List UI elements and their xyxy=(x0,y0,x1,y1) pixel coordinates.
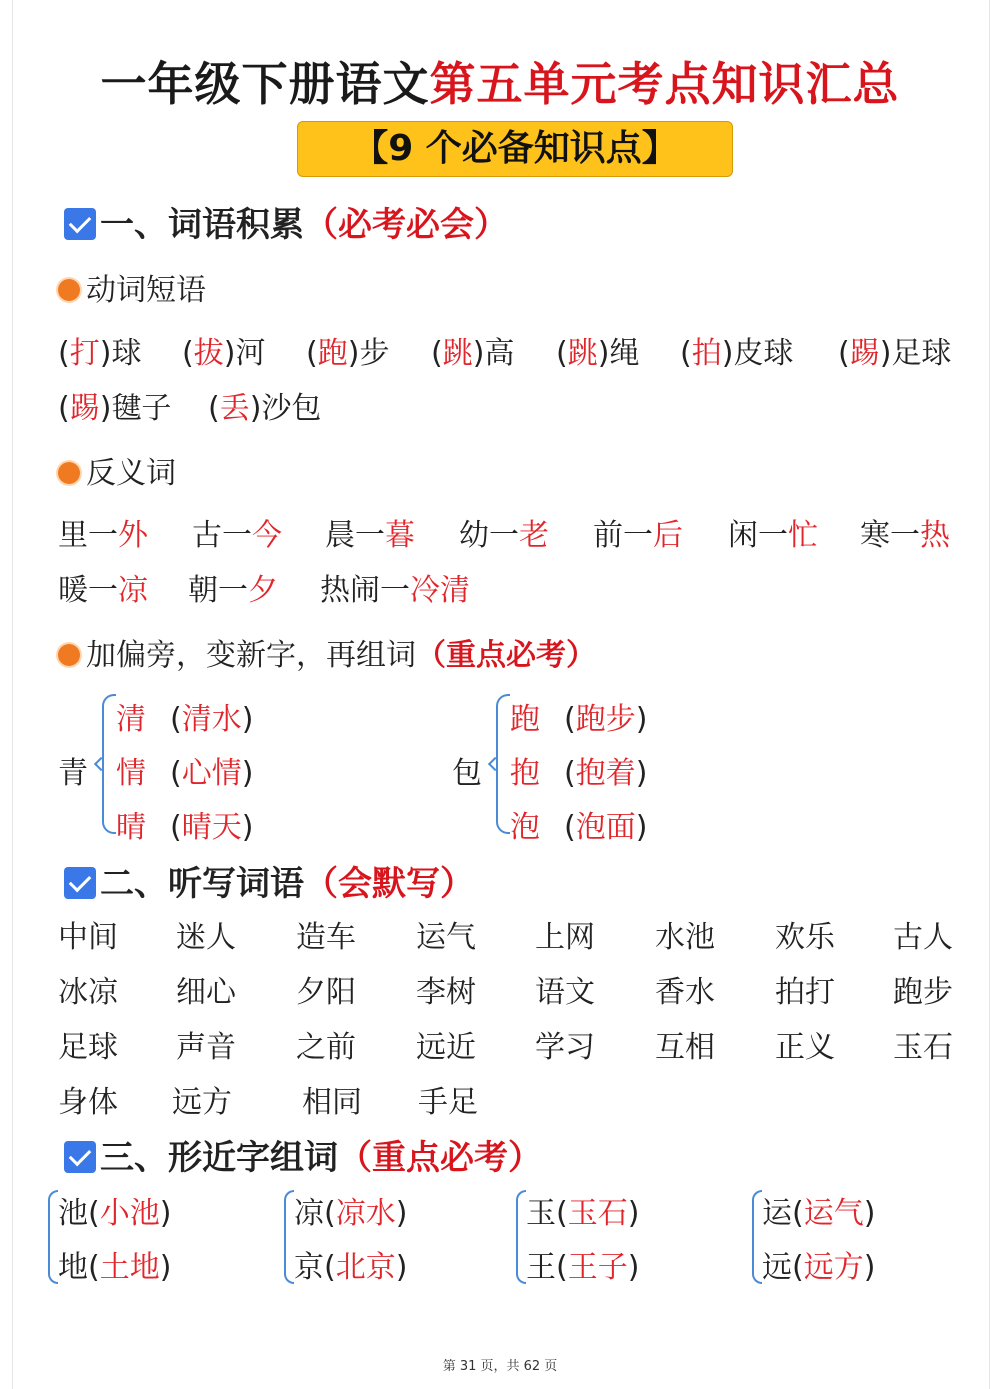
similar-char: 地 xyxy=(58,1250,88,1285)
paren-close: ) xyxy=(241,756,254,791)
antonym-dash: 一 xyxy=(88,518,118,553)
page-footer: 第 31 页，共 62 页 xyxy=(442,1359,558,1374)
antonym-pair xyxy=(192,510,282,554)
bullet-icon xyxy=(58,279,80,301)
paren-open: ( xyxy=(792,1250,804,1285)
antonym-b: 夕 xyxy=(248,573,278,608)
antonym-a: 寒 xyxy=(860,518,890,553)
paren-open: ( xyxy=(556,1196,568,1231)
antonym-pair xyxy=(860,510,950,554)
radicals-tag: （重点必考） xyxy=(416,638,596,673)
verbs-heading xyxy=(58,265,206,309)
verb-char: 拔 xyxy=(193,336,224,371)
antonym-b: 暮 xyxy=(385,518,415,553)
dictation-word: 玉石 xyxy=(893,1030,953,1065)
paren-close: ) xyxy=(635,810,648,845)
paren-open: ( xyxy=(58,391,70,426)
paren-open: ( xyxy=(838,336,850,371)
radical-word-text: 跑步 xyxy=(575,702,636,737)
radical-base: 包 xyxy=(452,756,482,791)
verb-char: 打 xyxy=(69,336,100,371)
verb-object: 步 xyxy=(359,336,390,371)
verb-phrase xyxy=(208,383,321,427)
dictation-word: 迷人 xyxy=(176,920,236,955)
antonym-dash: 一 xyxy=(218,573,248,608)
paren-open: ( xyxy=(556,1250,568,1285)
paren-close: ) xyxy=(721,336,734,371)
dictation-word: 学习 xyxy=(535,1030,595,1065)
antonym-b: 今 xyxy=(252,518,282,553)
paren-close: ) xyxy=(635,702,648,737)
paren-close: ) xyxy=(395,1196,408,1231)
dictation-word: 拍打 xyxy=(775,975,835,1010)
similar-word: 土地 xyxy=(99,1250,160,1285)
radical-word xyxy=(564,694,647,738)
bullet-icon xyxy=(58,644,80,666)
paren-open: ( xyxy=(88,1250,100,1285)
dictation-word: 运气 xyxy=(416,920,476,955)
dictation-word: 上网 xyxy=(535,920,595,955)
antonym-pair xyxy=(320,565,470,609)
verb-char: 踢 xyxy=(849,336,880,371)
similar-item xyxy=(58,1188,171,1232)
antonym-pair xyxy=(459,510,549,554)
similar-char: 玉 xyxy=(526,1196,556,1231)
paren-open: ( xyxy=(324,1250,336,1285)
radicals-label: 加偏旁，变新字，再组词 xyxy=(86,638,416,673)
verb-phrase xyxy=(306,328,389,372)
brace-icon xyxy=(284,1190,294,1284)
section1-label: 一、词语积累 xyxy=(100,205,304,245)
section2-heading xyxy=(64,856,474,905)
verb-char: 丢 xyxy=(219,391,250,426)
dictation-word: 冰凉 xyxy=(58,975,118,1010)
paren-close: ) xyxy=(241,810,254,845)
radical-word-text: 抱着 xyxy=(575,756,636,791)
antonym-pair xyxy=(593,510,683,554)
dictation-word: 互相 xyxy=(655,1030,715,1065)
verb-char: 跳 xyxy=(567,336,598,371)
similar-char: 池 xyxy=(58,1196,88,1231)
section1-heading xyxy=(64,197,508,246)
similar-word: 北京 xyxy=(335,1250,396,1285)
paren-close: ) xyxy=(223,336,236,371)
dictation-word: 中间 xyxy=(58,920,118,955)
paren-close: ) xyxy=(395,1250,408,1285)
radical-char: 晴 xyxy=(116,810,146,845)
paren-open: ( xyxy=(564,702,576,737)
paren-open: ( xyxy=(170,702,182,737)
antonym-a: 热闹 xyxy=(320,573,380,608)
antonym-b: 老 xyxy=(519,518,549,553)
paren-open: ( xyxy=(170,756,182,791)
antonym-b: 热 xyxy=(920,518,950,553)
antonym-dash: 一 xyxy=(380,573,410,608)
similar-word: 王子 xyxy=(567,1250,628,1285)
antonym-pair xyxy=(188,565,278,609)
paren-close: ) xyxy=(241,702,254,737)
paren-open: ( xyxy=(306,336,318,371)
brace-icon xyxy=(752,1190,762,1284)
section2-tag: （会默写） xyxy=(304,864,474,904)
dictation-word: 欢乐 xyxy=(775,920,835,955)
radical-char: 清 xyxy=(116,702,146,737)
paren-close: ) xyxy=(99,336,112,371)
antonyms-label: 反义词 xyxy=(86,456,176,491)
verb-char: 跑 xyxy=(317,336,348,371)
paren-close: ) xyxy=(627,1196,640,1231)
paren-close: ) xyxy=(347,336,360,371)
paren-open: ( xyxy=(170,810,182,845)
similar-char: 王 xyxy=(526,1250,556,1285)
verb-phrase xyxy=(556,328,639,372)
dictation-word: 李树 xyxy=(416,975,476,1010)
similar-item xyxy=(294,1188,407,1232)
dictation-word: 香水 xyxy=(655,975,715,1010)
antonym-dash: 一 xyxy=(623,518,653,553)
checkbox-icon xyxy=(64,867,96,899)
antonym-a: 古 xyxy=(192,518,222,553)
radical-char: 跑 xyxy=(510,702,540,737)
paren-open: ( xyxy=(208,391,220,426)
paren-open: ( xyxy=(556,336,568,371)
antonym-b: 外 xyxy=(118,518,148,553)
paren-close: ) xyxy=(627,1250,640,1285)
dictation-word: 相同 xyxy=(302,1085,362,1120)
antonym-dash: 一 xyxy=(758,518,788,553)
similar-item xyxy=(294,1242,407,1286)
radical-word xyxy=(564,748,647,792)
antonym-a: 闲 xyxy=(728,518,758,553)
dictation-word: 身体 xyxy=(58,1085,118,1120)
radical-char: 情 xyxy=(116,756,146,791)
title-part2: 第五单元考点知识汇总 xyxy=(429,57,900,111)
similar-item xyxy=(526,1188,639,1232)
similar-word: 小池 xyxy=(99,1196,160,1231)
antonyms-heading xyxy=(58,448,176,492)
similar-char: 运 xyxy=(762,1196,792,1231)
verb-object: 高 xyxy=(484,336,515,371)
verb-phrase xyxy=(431,328,514,372)
antonym-dash: 一 xyxy=(489,518,519,553)
antonym-pair xyxy=(325,510,415,554)
antonym-a: 里 xyxy=(58,518,88,553)
verb-object: 河 xyxy=(235,336,266,371)
verbs-label: 动词短语 xyxy=(86,273,206,308)
dictation-word: 古人 xyxy=(893,920,953,955)
radical-char: 抱 xyxy=(510,756,540,791)
verb-object: 沙包 xyxy=(261,391,322,426)
paren-open: ( xyxy=(58,336,70,371)
section3-tag: （重点必考） xyxy=(338,1138,542,1178)
paren-open: ( xyxy=(88,1196,100,1231)
similar-word: 运气 xyxy=(803,1196,864,1231)
antonym-b: 冷清 xyxy=(410,573,470,608)
verb-char: 拍 xyxy=(691,336,722,371)
radical-base: 青 xyxy=(58,756,88,791)
radical-word xyxy=(170,802,253,846)
dictation-word: 造车 xyxy=(296,920,356,955)
verb-phrase xyxy=(58,328,141,372)
paren-open: ( xyxy=(792,1196,804,1231)
verb-phrase xyxy=(58,383,171,427)
dictation-word: 水池 xyxy=(655,920,715,955)
verb-object: 球 xyxy=(111,336,142,371)
similar-item xyxy=(526,1242,639,1286)
antonym-a: 晨 xyxy=(325,518,355,553)
verb-char: 踢 xyxy=(69,391,100,426)
dictation-word: 声音 xyxy=(176,1030,236,1065)
radical-char: 泡 xyxy=(510,810,540,845)
dictation-word: 远近 xyxy=(416,1030,476,1065)
dictation-word: 夕阳 xyxy=(296,975,356,1010)
radical-word-text: 泡面 xyxy=(575,810,636,845)
similar-char: 远 xyxy=(762,1250,792,1285)
antonym-dash: 一 xyxy=(355,518,385,553)
similar-word: 远方 xyxy=(803,1250,864,1285)
title-part1: 一年级下册语文 xyxy=(100,57,430,111)
paren-open: ( xyxy=(564,810,576,845)
section1-tag: （必考必会） xyxy=(304,205,508,245)
paren-open: ( xyxy=(324,1196,336,1231)
antonym-dash: 一 xyxy=(88,573,118,608)
radical-word xyxy=(170,694,253,738)
paren-open: ( xyxy=(680,336,692,371)
verb-phrase xyxy=(838,328,951,372)
brace-icon xyxy=(516,1190,526,1284)
dictation-word: 手足 xyxy=(418,1085,478,1120)
antonym-dash: 一 xyxy=(890,518,920,553)
paren-close: ) xyxy=(99,391,112,426)
antonym-pair xyxy=(58,510,148,554)
antonym-b: 后 xyxy=(653,518,683,553)
verb-phrase xyxy=(182,328,265,372)
paren-close: ) xyxy=(863,1250,876,1285)
antonym-b: 凉 xyxy=(118,573,148,608)
similar-item xyxy=(58,1242,171,1286)
paren-close: ) xyxy=(597,336,610,371)
antonym-pair xyxy=(728,510,818,554)
similar-item xyxy=(762,1188,875,1232)
radical-word-text: 心情 xyxy=(181,756,242,791)
antonym-b: 忙 xyxy=(788,518,818,553)
radical-word xyxy=(564,802,647,846)
radicals-heading xyxy=(58,630,596,674)
radical-word-text: 晴天 xyxy=(181,810,242,845)
verb-object: 足球 xyxy=(891,336,952,371)
paren-open: ( xyxy=(431,336,443,371)
brace-icon xyxy=(48,1190,58,1284)
paren-close: ) xyxy=(635,756,648,791)
dictation-word: 远方 xyxy=(172,1085,232,1120)
paren-close: ) xyxy=(159,1250,172,1285)
similar-item xyxy=(762,1242,875,1286)
dictation-word: 细心 xyxy=(176,975,236,1010)
section2-label: 二、听写词语 xyxy=(100,864,304,904)
verb-char: 跳 xyxy=(442,336,473,371)
radical-word-text: 清水 xyxy=(181,702,242,737)
antonym-a: 前 xyxy=(593,518,623,553)
checkbox-icon xyxy=(64,1141,96,1173)
verb-object: 皮球 xyxy=(733,336,794,371)
antonym-pair xyxy=(58,565,148,609)
dictation-word: 语文 xyxy=(535,975,595,1010)
antonym-dash: 一 xyxy=(222,518,252,553)
bullet-icon xyxy=(58,462,80,484)
paren-close: ) xyxy=(879,336,892,371)
section3-heading xyxy=(64,1130,542,1179)
verb-object: 绳 xyxy=(609,336,640,371)
dictation-word: 跑步 xyxy=(893,975,953,1010)
paren-open: ( xyxy=(182,336,194,371)
verb-object: 毽子 xyxy=(111,391,172,426)
similar-char: 凉 xyxy=(294,1196,324,1231)
page-title xyxy=(0,48,1000,114)
similar-word: 玉石 xyxy=(567,1196,628,1231)
similar-char: 京 xyxy=(294,1250,324,1285)
radical-word xyxy=(170,748,253,792)
paren-close: ) xyxy=(472,336,485,371)
section3-label: 三、形近字组词 xyxy=(100,1138,338,1178)
antonym-a: 暖 xyxy=(58,573,88,608)
antonym-a: 朝 xyxy=(188,573,218,608)
paren-close: ) xyxy=(249,391,262,426)
paren-close: ) xyxy=(159,1196,172,1231)
paren-open: ( xyxy=(564,756,576,791)
paren-close: ) xyxy=(863,1196,876,1231)
dictation-word: 之前 xyxy=(296,1030,356,1065)
dictation-word: 正义 xyxy=(775,1030,835,1065)
similar-word: 凉水 xyxy=(335,1196,396,1231)
dictation-word: 足球 xyxy=(58,1030,118,1065)
verb-phrase xyxy=(680,328,793,372)
antonym-a: 幼 xyxy=(459,518,489,553)
banner: 【9 个必备知识点】 xyxy=(297,121,733,177)
checkbox-icon xyxy=(64,208,96,240)
